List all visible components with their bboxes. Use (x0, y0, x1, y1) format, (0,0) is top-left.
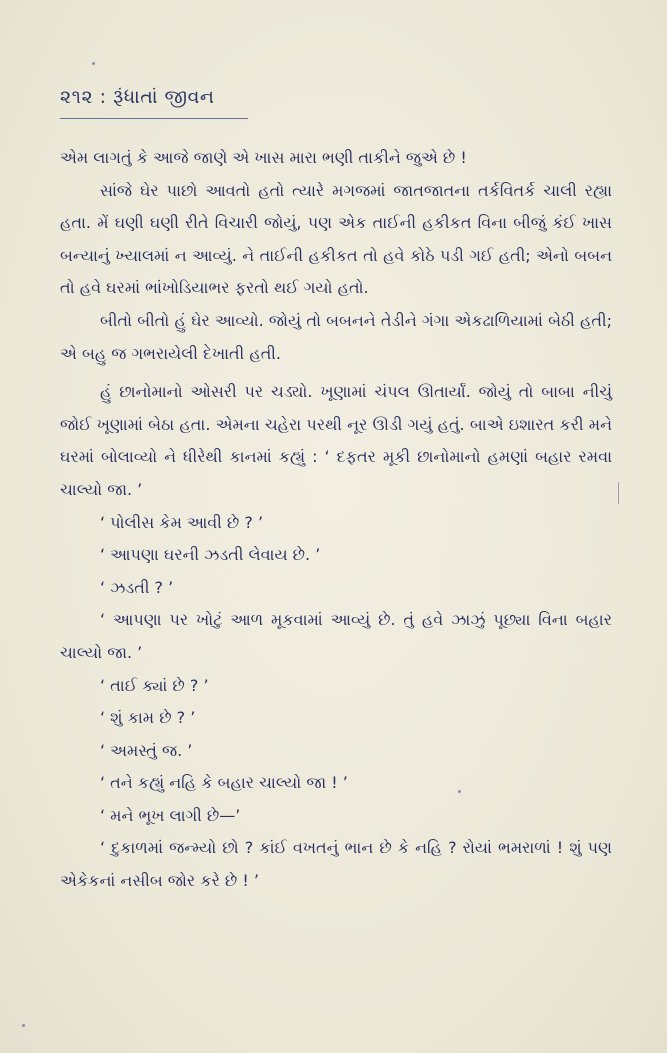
dialogue-line: ‘ આપણા પર ખોટું આળ મૂકવામાં આવ્યું છે. તું હવે ઝાઝું પૂછ્યા વિના બહાર ચાલ્યો જા. ’ (60, 610, 612, 662)
dialogue-line: ‘ તાઈ ક્યાં છે ? ’ (100, 675, 209, 695)
paragraph: એમ લાગતું કે આજે જાણે એ ખાસ મારા ભણી તાકીને જુએ છે ! (60, 148, 467, 167)
paragraph: બીતો બીતો હું ઘેર આવ્યો. જોયું તો બબનને તેડીને ગંગા એકઢાળિયામાં બેઠી હતી; એ બહુ જ ગભરાયેલી દેખાતી હતી. (60, 310, 612, 363)
paper-speck (458, 790, 461, 793)
dialogue-line: ‘ અમસ્તું જ. ’ (100, 740, 193, 760)
dialogue-line: ‘ શું કામ છે ? ’ (100, 708, 196, 728)
dialogue-line: ‘ આપણા ઘરની ઝડતી લેવાય છે. ’ (100, 545, 321, 565)
dialogue-line: ‘ તને કહ્યું નહિ કે બહાર ચાલ્યો જા ! ’ (100, 773, 348, 793)
dialogue-line: ‘ દુકાળમાં જન્મ્યો છો ? કાંઈ વખતનું ભાન છે કે નહિ ? રોયાં ભમરાળાં ! શું પણ એકેકનાં નસીબ જોર કરે છે ! ’ (60, 838, 612, 891)
page-body (60, 142, 612, 898)
page-edge-mark (618, 482, 619, 504)
paper-speck (92, 62, 95, 65)
dialogue-line: ‘ મને ભૂખ લાગી છે—’ (100, 805, 241, 825)
header-underline (60, 118, 248, 119)
dialogue-line: ‘ ઝડતી ? ’ (100, 577, 174, 597)
paragraph: સાંજે ઘેર પાછો આવતો હતો ત્યારે મગજમાં જાતજાતના તર્કવિતર્ક ચાલી રહ્યા હતા. મેં ઘણી ઘણી રીતે વિચારી જોયું, પણ એક તાઈની હકીકત વિના બીજું કંઈ ખાસ બન્યાનું ખ્યાલમાં ન આવ્યું. ને તાઈની હકીકત તો હવે કોઠે પડી ગઈ હતી; એનો બબન તો હવે ઘરમાં ભાંખોડિયાભર ફરતો થઈ ગયો હતો. (60, 180, 612, 298)
running-head: ૨૧૨ : રૂંધાતાં જીવન (60, 86, 215, 108)
paragraph: હું છાનોમાનો ઓસરી પર ચડ્યો. ખૂણામાં ચંપલ ઊતાર્યાં. જોયું તો બાબા નીચું જોઈ ખૂણામાં બેઠા હતા. એમના ચહેરા પરથી નૂર ઊડી ગયું હતું. બાએ ઇશારત કરી મને ઘરમાં બોલાવ્યો ને ધીરેથી કાનમાં કહ્યું : ‘ દફતર મૂકી છાનોમાનો હમણાં બહાર રમવા ચાલ્યો જા. ’ (60, 382, 612, 499)
paper-speck (22, 1024, 25, 1027)
dialogue-line: ‘ પોલીસ કેમ આવી છે ? ’ (100, 512, 264, 532)
